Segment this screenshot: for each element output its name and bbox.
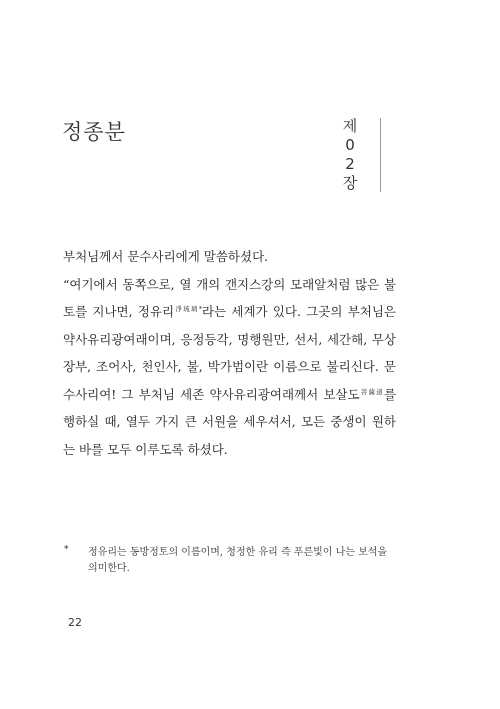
body-text <box>63 243 396 463</box>
quote-text-3: 를 행하실 때, 열두 가지 큰 서원을 세우셔서, 모든 중생이 원하는 바를 모두 이루도록 하셨다. <box>63 386 397 457</box>
chapter-char: 장 <box>342 174 358 192</box>
footnote-reference[interactable]: * <box>198 304 202 313</box>
quote-text-1: “여기에서 동쪽으로, 열 개의 갠지스강의 모래알처럼 많은 불토를 지나면, 정유리 <box>63 276 396 319</box>
hanja-annotation: 淨琉璃 <box>174 304 199 313</box>
quote-text-2: 라는 세계가 있다. 그곳의 부처님은 약사유리광여래이며, 응정등각, 명행원만, 선서, 세간해, 무상장부, 조어사, 천인사, 불, 박가범이란 이름으로 불리신다. 문수사리여! 그 부처님 세존 약사유리광여래께서 보살도 <box>63 304 397 402</box>
chapter-char: 2 <box>345 155 355 173</box>
chapter-divider-line <box>380 118 381 192</box>
chapter-label <box>338 117 362 193</box>
chapter-char: 0 <box>345 136 355 154</box>
footnote-mark: * <box>64 545 69 555</box>
page-number: 22 <box>68 616 82 629</box>
chapter-char: 제 <box>342 117 358 135</box>
footnote <box>66 545 398 577</box>
quote-paragraph <box>63 271 396 464</box>
footnote-text: 정유리는 동방정토의 이름이며, 청정한 유리 즉 푸른빛이 나는 보석을 의미한다. <box>88 547 388 574</box>
intro-paragraph: 부처님께서 문수사리에게 말씀하셨다. <box>63 249 269 264</box>
section-title: 정종분 <box>62 120 126 144</box>
hanja-annotation: 菩薩道 <box>359 387 384 396</box>
